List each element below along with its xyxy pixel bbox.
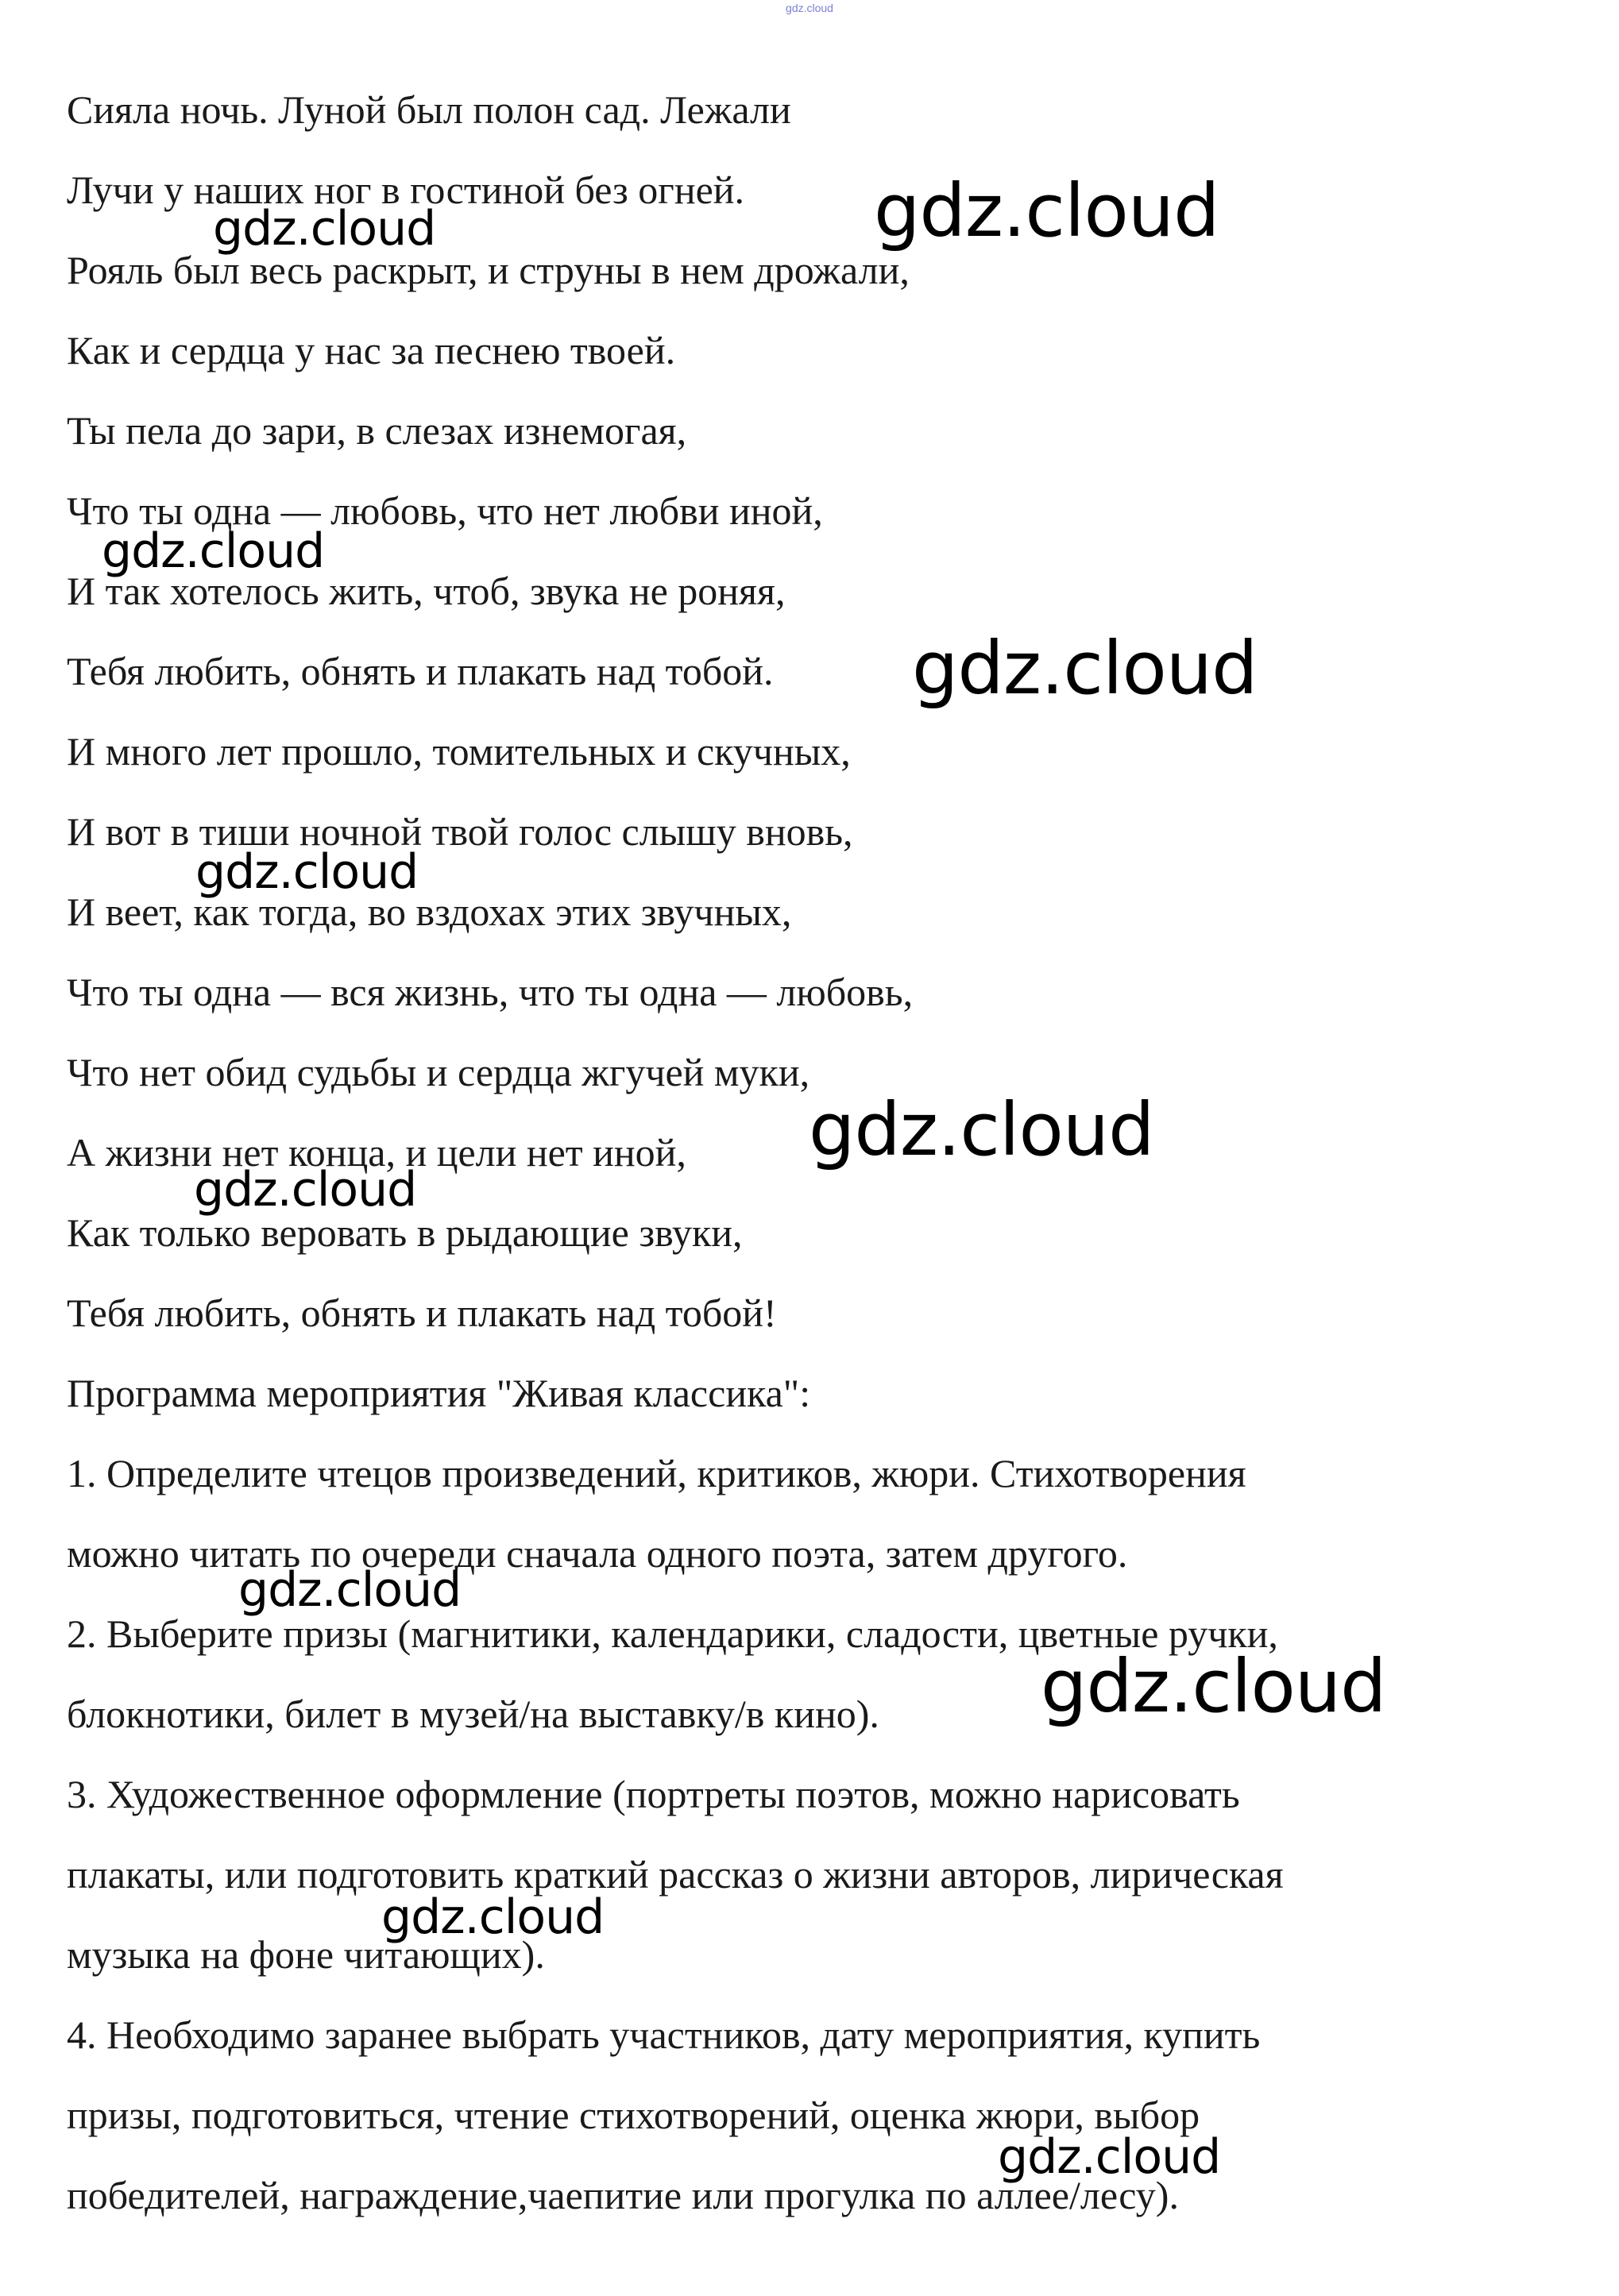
header-watermark: gdz.cloud [786, 2, 833, 14]
text-line: 3. Художественное оформление (портреты поэтов, можно нарисовать [67, 1772, 1240, 1816]
text-line: А жизни нет конца, и цели нет иной, [67, 1130, 686, 1175]
text-line: Рояль был весь раскрыт, и струны в нем дрожали, [67, 248, 910, 292]
text-line: Тебя любить, обнять и плакать над тобой! [67, 1291, 777, 1335]
watermark: gdz.cloud [102, 523, 325, 579]
text-line: музыка на фоне читающих). [67, 1932, 545, 1977]
text-line: можно читать по очереди сначала одного поэта, затем другого. [67, 1531, 1128, 1576]
watermark: gdz.cloud [213, 201, 436, 257]
text-line: Что ты одна — вся жизнь, что ты одна — любовь, [67, 970, 914, 1014]
watermark: gdz.cloud [381, 1889, 605, 1945]
watermark: gdz.cloud [809, 1087, 1154, 1172]
text-line: Что нет обид судьбы и сердца жгучей муки, [67, 1050, 810, 1094]
text-line: призы, подготовиться, чтение стихотворений, оценка жюри, выбор [67, 2093, 1200, 2137]
watermark: gdz.cloud [1041, 1644, 1386, 1729]
text-line: 1. Определите чтецов произведений, критиков, жюри. Стихотворения [67, 1451, 1246, 1495]
text-line: И много лет прошло, томительных и скучных, [67, 729, 851, 774]
watermark: gdz.cloud [998, 2129, 1221, 2185]
text-line: Как и сердца у нас за песнею твоей. [67, 328, 676, 372]
watermark: gdz.cloud [195, 844, 419, 900]
text-line: Сияла ночь. Луной был полон сад. Лежали [67, 87, 791, 132]
text-line: 4. Необходимо заранее выбрать участников, дату мероприятия, купить [67, 2012, 1261, 2057]
watermark: gdz.cloud [238, 1562, 462, 1618]
text-line: победителей, награждение,чаепитие или прогулка по аллее/лесу). [67, 2173, 1179, 2217]
text-line: Как только веровать в рыдающие звуки, [67, 1210, 743, 1255]
text-line: И вот в тиши ночной твой голос слышу вновь, [67, 809, 853, 854]
text-line: Лучи у наших ног в гостиной без огней. [67, 168, 745, 212]
watermark: gdz.cloud [874, 168, 1219, 253]
text-line: Что ты одна — любовь, что нет любви иной, [67, 488, 823, 533]
text-line: Ты пела до зари, в слезах изнемогая, [67, 408, 687, 453]
text-line: плакаты, или подготовить краткий рассказ о жизни авторов, лирическая [67, 1852, 1284, 1897]
text-line: И веет, как тогда, во вздохах этих звучных, [67, 889, 792, 934]
text-line: Программа мероприятия "Живая классика": [67, 1371, 811, 1415]
watermark: gdz.cloud [194, 1162, 417, 1217]
text-line: блокнотики, билет в музей/на выставку/в кино). [67, 1692, 879, 1736]
text-line: И так хотелось жить, чтоб, звука не роняя, [67, 569, 786, 613]
text-line: 2. Выберите призы (магнитики, календарики, сладости, цветные ручки, [67, 1611, 1278, 1656]
text-line: Тебя любить, обнять и плакать над тобой. [67, 649, 774, 693]
watermark: gdz.cloud [912, 626, 1258, 711]
